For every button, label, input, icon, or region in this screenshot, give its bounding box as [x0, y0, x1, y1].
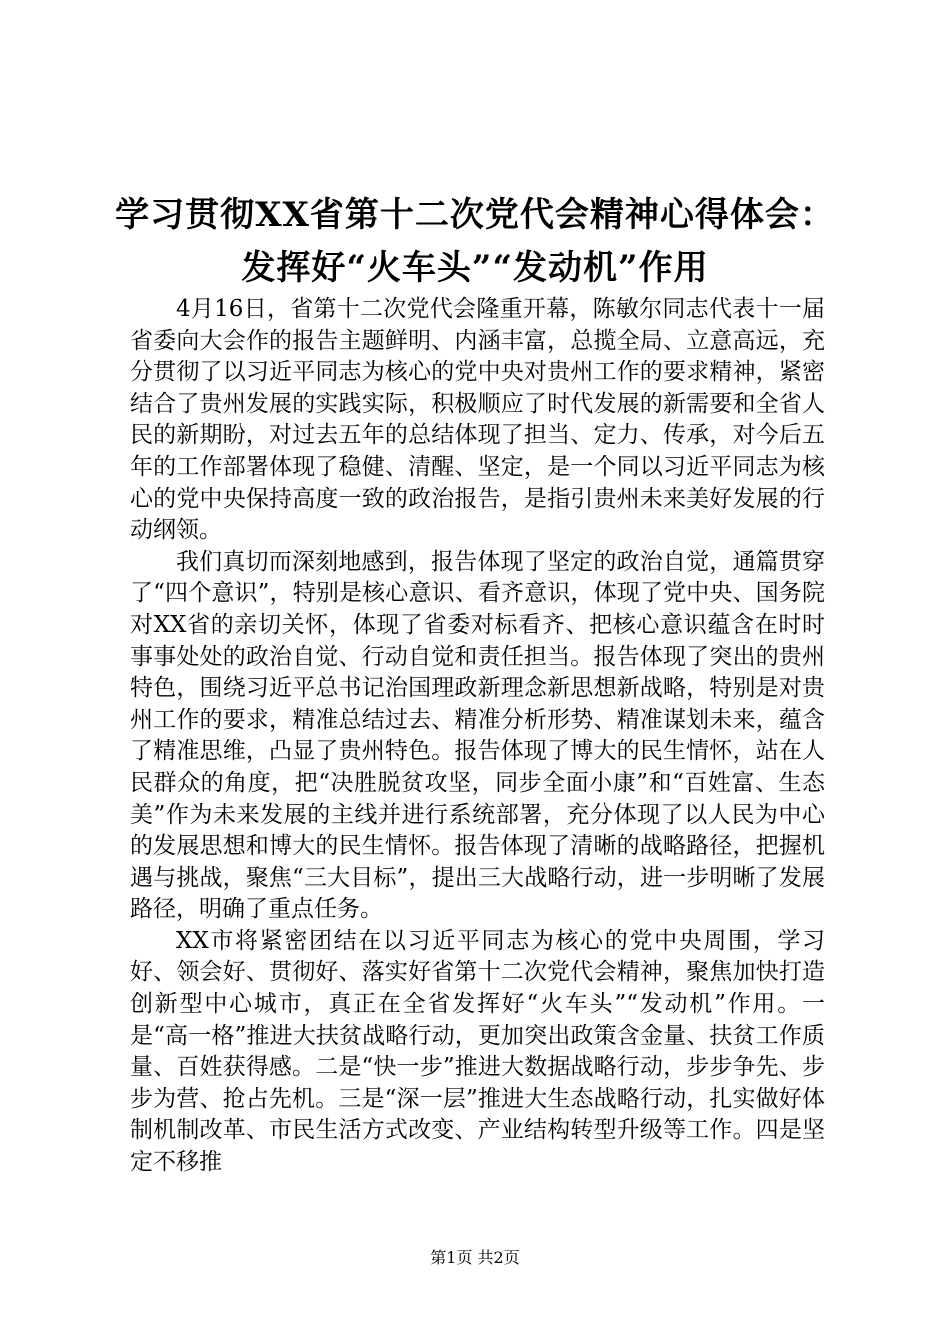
article-body [130, 294, 825, 1179]
title-line-2: 发挥好“火车头”“发动机”作用 [241, 248, 709, 288]
paragraph: XX市将紧密团结在以习近平同志为核心的党中央周围，学习好、领会好、贯彻好、落实好省第十二次党代会精神，聚焦加快打造创新型中心城市，真正在全省发挥好“火车头”“发动机”作用。一是“高一格”推进大扶贫战略行动，更加突出政策含金量、扶贫工作质量、百姓获得感。二是“快一步”推进大数据战略行动，步步争先、步步为营、抢占先机。三是“深一层”推进大生态战略行动，扎实做好体制机制改革、市民生活方式改变、产业结构转型升级等工作。四是坚定不移推 [130, 927, 825, 1176]
paragraph: 4月16日，省第十二次党代会隆重开幕，陈敏尔同志代表十一届省委向大会作的报告主题鲜明、内涵丰富，总揽全局、立意高远，充分贯彻了以习近平同志为核心的党中央对贵州工作的要求精神，紧密结合了贵州发展的实践实际，积极顺应了时代发展的新需要和全省人民的新期盼，对过去五年的总结体现了担当、定力、传承，对今后五年的工作部署体现了稳健、清醒、坚定，是一个同以习近平同志为核心的党中央保持高度一致的政治报告，是指引贵州未来美好发展的行动纲领。 [130, 296, 825, 544]
page-footer: 第1页 共2页 [430, 1248, 520, 1267]
paragraph: 我们真切而深刻地感到，报告体现了坚定的政治自觉，通篇贯穿了“四个意识”，特别是核心意识、看齐意识，体现了党中央、国务院对XX省的亲切关怀，体现了省委对标看齐、把核心意识蕴含在时时事事处处的政治自觉、行动自觉和责任担当。报告体现了突出的贵州特色，围绕习近平总书记治国理政新理念新思想新战略，特别是对贵州工作的要求，精准总结过去、精准分析形势、精准谋划未来，蕴含了精准思维，凸显了贵州特色。报告体现了博大的民生情怀，站在人民群众的角度，把“决胜脱贫攻坚，同步全面小康”和“百姓富、生态美”作为未来发展的主线并进行系统部署，充分体现了以人民为中心的发展思想和博大的民生情怀。报告体现了清晰的战略路径，把握机遇与挑战，聚焦“三大目标”，提出三大战略行动，进一步明晰了发展路径，明确了重点任务。 [130, 548, 825, 923]
title-line-1: 学习贯彻XX省第十二次党代会精神心得体会： [115, 195, 835, 235]
